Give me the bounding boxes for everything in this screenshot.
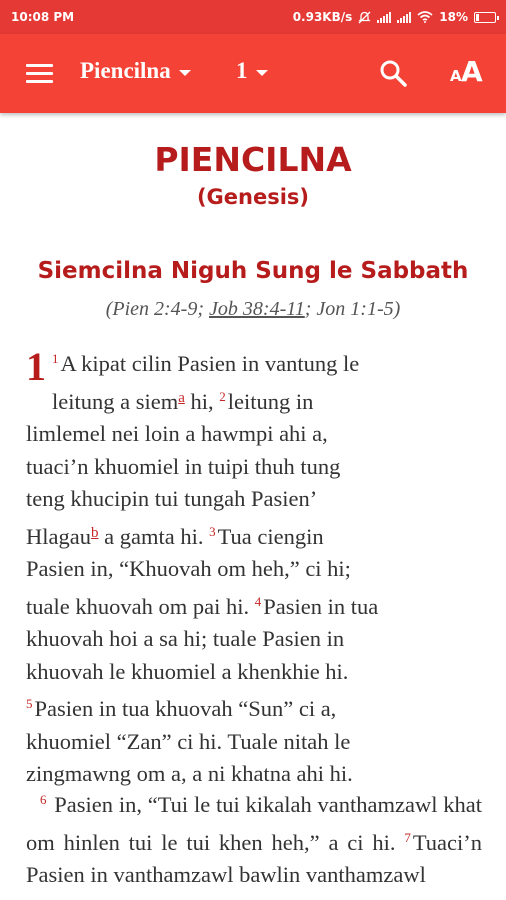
verse-text: leitung in <box>227 388 314 414</box>
verse-text: teng khucipin tui tungah Pasien’ <box>26 486 318 511</box>
section-heading: Siemcilna Niguh Sung le Sabbath <box>37 258 469 284</box>
signal-icon <box>377 12 391 23</box>
cross-ref-link[interactable]: Pien 2:4-9 <box>112 298 198 320</box>
verse-number[interactable]: 1 <box>52 351 59 366</box>
battery-percent: 18% <box>439 10 468 24</box>
font-size-big-glyph: A <box>461 55 483 88</box>
verse-text: a gamta hi. <box>98 523 204 549</box>
cross-references <box>0 298 506 321</box>
paren-open: ( <box>105 298 113 320</box>
verse-text: Hlagau <box>26 523 91 549</box>
app-bar <box>0 34 506 113</box>
network-speed: 0.93KB/s <box>292 10 353 24</box>
verse-text: zingmawng om a, a ni khatna ahi hi. <box>26 761 353 786</box>
battery-charging-icon <box>474 12 496 23</box>
paren-close: ) <box>393 298 401 320</box>
status-bar <box>0 0 506 34</box>
status-icons <box>293 10 496 24</box>
verse-number[interactable]: 3 <box>209 523 216 539</box>
chapter-name: 1 <box>236 58 248 83</box>
font-size-icon[interactable] <box>448 54 488 88</box>
verse-line <box>26 343 482 381</box>
separator: ; <box>304 298 317 320</box>
verse-text: Pasien in, “Khuovah om heh,” ci hi; <box>26 556 351 581</box>
search-icon[interactable] <box>378 58 408 88</box>
verse-line <box>26 586 482 624</box>
verse-text: khuovah hoi a sa hi; tuale Pasien in <box>26 626 345 651</box>
verse-text: A kipat cilin Pasien in vantung le <box>60 351 360 376</box>
signal-icon <box>397 12 411 23</box>
book-subtitle: (Genesis) <box>196 185 310 209</box>
verse-text: tuaci’n khuomiel in tuipi thuh tung <box>26 453 341 479</box>
verse-text: Pasien in tua khuovah “Sun” ci a, <box>34 696 337 721</box>
verse-text: khuovah le khuomiel a khenkhie hi. <box>26 658 349 684</box>
book-selector[interactable] <box>80 58 191 84</box>
verse-text: tuale khuovah om pai hi. <box>26 593 250 619</box>
cross-ref-link[interactable]: Jon 1:1-5 <box>316 298 394 320</box>
book-name: Piencilna <box>80 58 171 83</box>
verse-text: leitung a siem <box>52 388 179 414</box>
footnote-marker[interactable]: a <box>178 389 185 406</box>
verse-number[interactable]: 4 <box>254 593 262 609</box>
verse-text: hi, <box>184 388 214 414</box>
font-size-small-glyph: A <box>450 67 462 85</box>
verse-number[interactable]: 6 <box>40 792 47 807</box>
reader-content[interactable] <box>0 113 506 900</box>
verse-line <box>26 516 482 554</box>
separator: ; <box>197 298 210 320</box>
verse-number[interactable]: 7 <box>404 829 411 845</box>
book-title: PIENCILNA <box>154 140 352 179</box>
chapter-number: 1 <box>26 344 46 389</box>
verse-paragraph <box>26 784 482 892</box>
verse-line <box>26 688 482 726</box>
footnote-marker[interactable]: b <box>90 524 99 541</box>
verse-number[interactable]: 5 <box>26 696 33 711</box>
verse-number[interactable]: 2 <box>219 388 226 404</box>
verse-text: Tuaci’n Pasien in vanthamzawl bawlin vanthamzawl <box>26 829 482 887</box>
chevron-down-icon <box>179 70 191 76</box>
hamburger-menu-icon[interactable] <box>26 64 53 84</box>
verse-text: limlemel nei loin a hawmpi ahi a, <box>26 421 328 446</box>
verse-lead <box>26 792 49 817</box>
chapter-selector[interactable] <box>236 58 268 84</box>
cross-ref-link[interactable]: Job 38:4-11 <box>209 298 305 320</box>
verse-paragraph <box>26 343 482 791</box>
alarm-off-icon <box>358 11 371 24</box>
chevron-down-icon <box>256 70 268 76</box>
wifi-icon <box>417 11 433 23</box>
verse-text: Pasien in, “Tui le tui kikalah vanthamzawl khat om hinlen tui le tui khen heh,” a ci hi. <box>26 792 483 855</box>
verse-text: khuomiel “Zan” ci hi. Tuale nitah le <box>26 728 351 754</box>
status-time: 10:08 PM <box>11 10 75 24</box>
verse-line <box>26 381 482 419</box>
verse-text: Pasien in tua <box>263 593 379 619</box>
verse-text: Tua ciengin <box>217 523 324 549</box>
